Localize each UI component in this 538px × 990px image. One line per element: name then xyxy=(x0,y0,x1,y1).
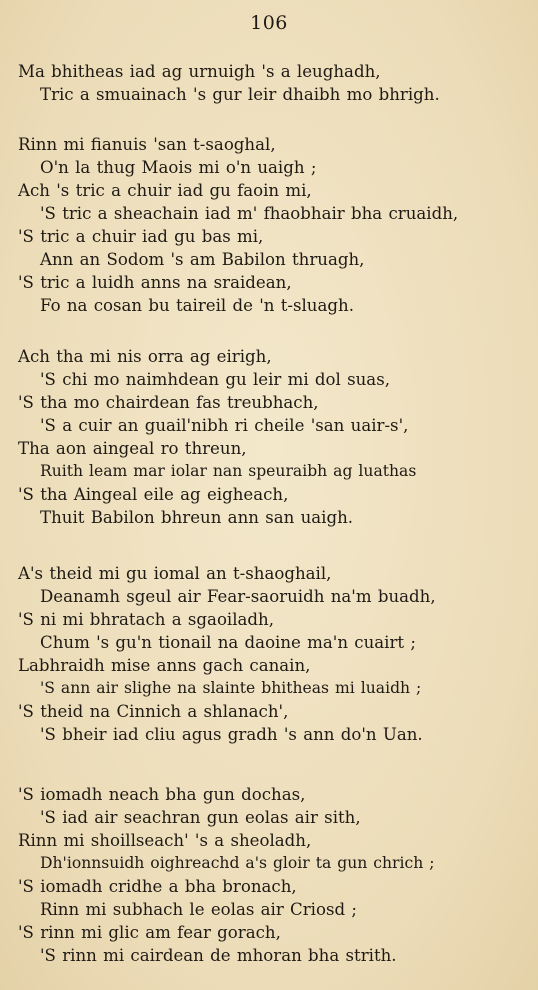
verse-line: A's theid mi gu iomal an t-shaoghail, xyxy=(18,564,332,583)
verse-line: Ruith leam mar iolar nan speuraibh ag luathas xyxy=(40,462,417,480)
stanza-3 xyxy=(18,345,530,529)
verse-line: Deanamh sgeul air Fear-saoruidh na'm buadh, xyxy=(40,587,436,606)
verse-line: 'S iad air seachran gun eolas air sith, xyxy=(40,808,361,827)
stanza-5 xyxy=(18,783,530,967)
verse-line: Ach tha mi nis orra ag eirigh, xyxy=(18,347,272,366)
verse-line: Thuit Babilon bhreun ann san uaigh. xyxy=(40,508,354,527)
verse-line: Rinn mi shoillseach' 's a sheoladh, xyxy=(18,831,312,850)
stanza-4 xyxy=(18,562,530,746)
verse-line: Rinn mi subhach le eolas air Criosd ; xyxy=(40,900,357,919)
verse-line: Ma bhitheas iad ag urnuigh 's a leughadh, xyxy=(18,62,381,81)
stanza-1 xyxy=(18,60,530,106)
verse-line: O'n la thug Maois mi o'n uaigh ; xyxy=(40,158,317,177)
stanza-2 xyxy=(18,133,530,317)
verse-line: 'S theid na Cinnich a shlanach', xyxy=(18,702,289,721)
verse-line: Tha aon aingeal ro threun, xyxy=(18,439,247,458)
verse-line: 'S a cuir an guail'nibh ri cheile 'san uair-s', xyxy=(40,416,409,435)
verse-line: Chum 's gu'n tionail na daoine ma'n cuairt ; xyxy=(40,633,416,652)
verse-line: Dh'ionnsuidh oighreachd a's gloir ta gun chrich ; xyxy=(40,854,435,872)
verse-line: 'S tha Aingeal eile ag eigheach, xyxy=(18,485,289,504)
verse-line: 'S chi mo naimhdean gu leir mi dol suas, xyxy=(40,370,390,389)
verse-line: 'S tric a luidh anns na sraidean, xyxy=(18,273,292,292)
verse-line: 'S iomadh cridhe a bha bronach, xyxy=(18,877,297,896)
verse-line: Tric a smuainach 's gur leir dhaibh mo bhrigh. xyxy=(40,85,440,104)
verse-line: 'S iomadh neach bha gun dochas, xyxy=(18,785,306,804)
verse-line: 'S tha mo chairdean fas treubhach, xyxy=(18,393,319,412)
verse-line: 'S bheir iad cliu agus gradh 's ann do'n Uan. xyxy=(40,725,423,744)
verse-line: 'S ann air slighe na slainte bhitheas mi luaidh ; xyxy=(40,679,422,697)
verse-line: Ann an Sodom 's am Babilon thruagh, xyxy=(40,250,365,269)
verse-line: 'S rinn mi glic am fear gorach, xyxy=(18,923,281,942)
verse-line: Labhraidh mise anns gach canain, xyxy=(18,656,311,675)
verse-line: 'S rinn mi cairdean de mhoran bha strith. xyxy=(40,946,397,965)
page-number: 106 xyxy=(250,12,288,34)
verse-line: 'S ni mi bhratach a sgaoiladh, xyxy=(18,610,275,629)
verse-line: 'S tric a sheachain iad m' fhaobhair bha cruaidh, xyxy=(40,204,459,223)
verse-line: Ach 's tric a chuir iad gu faoin mi, xyxy=(18,181,312,200)
verse-line: Fo na cosan bu taireil de 'n t-sluagh. xyxy=(40,296,354,315)
verse-line: 'S tric a chuir iad gu bas mi, xyxy=(18,227,264,246)
verse-line: Rinn mi fianuis 'san t-saoghal, xyxy=(18,135,276,154)
